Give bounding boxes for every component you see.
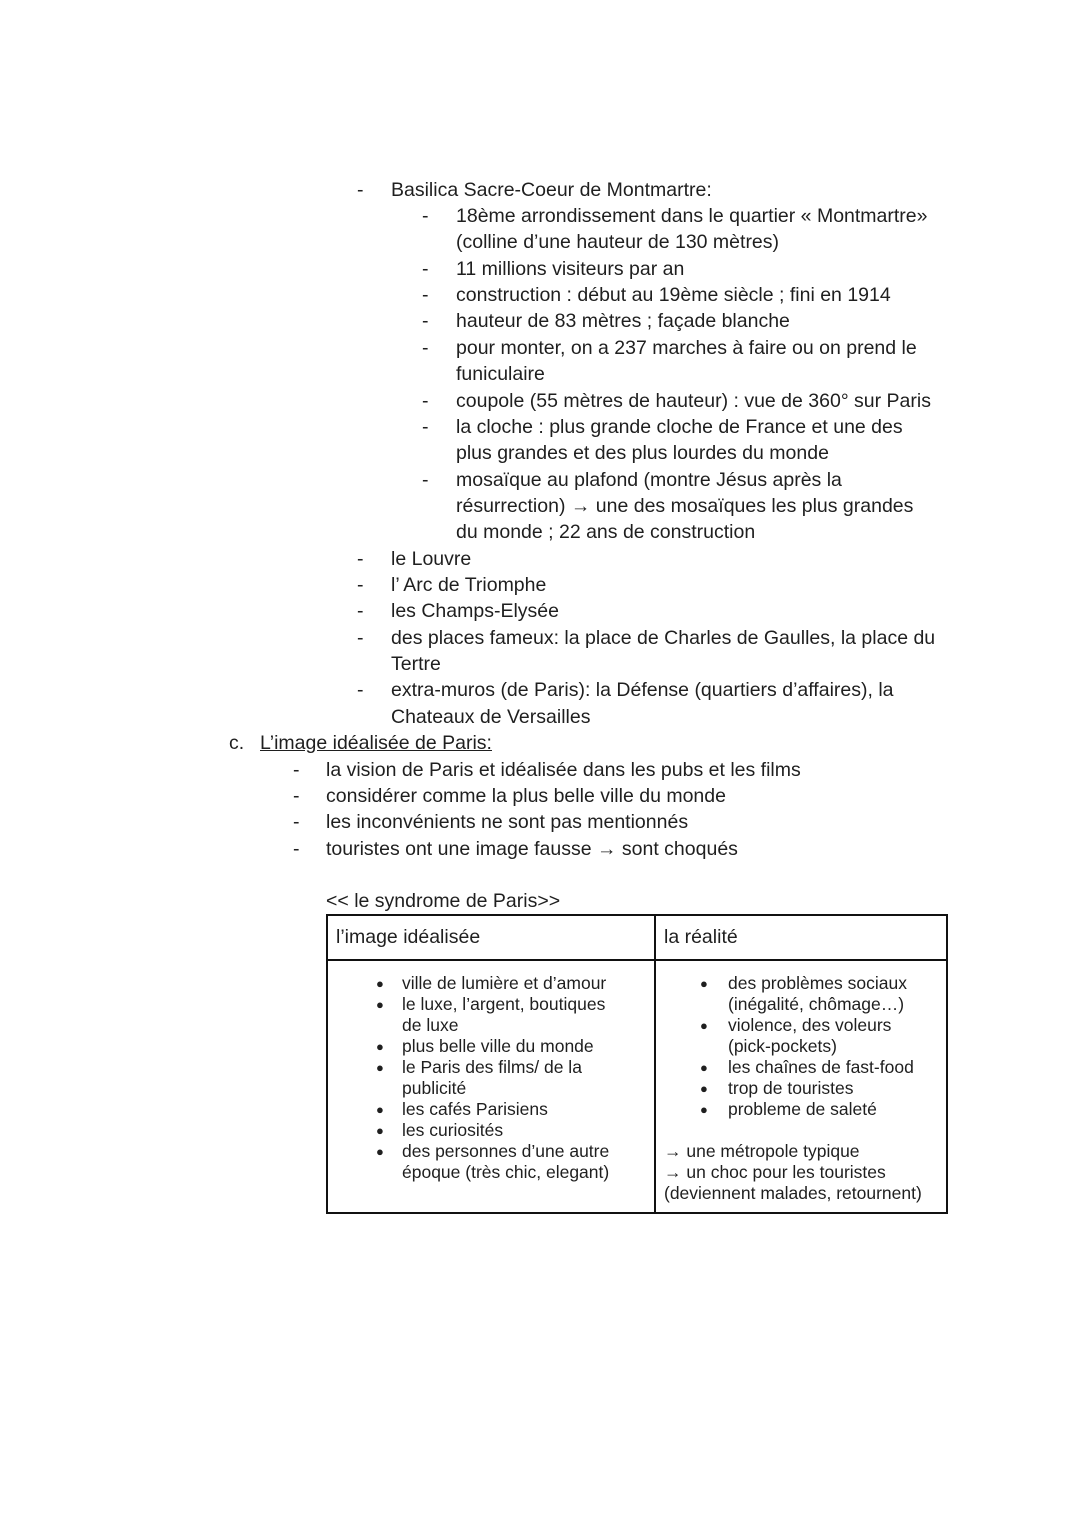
dash-marker: - [422,310,429,332]
bullet-icon: ● [376,1039,384,1054]
bullet-icon: ● [700,1081,708,1096]
basilica-point: (colline d’une hauteur de 130 mètres) [456,231,780,253]
section-point: considérer comme la plus belle ville du monde [326,785,726,807]
basilica-point: coupole (55 mètres de hauteur) : vue de 360° sur Paris [456,390,931,412]
dash-marker: - [293,759,300,781]
dash-marker: - [422,337,429,359]
reality-notes [664,1141,938,1204]
dash-marker: - [422,284,429,306]
list-item: ● plus belle ville du monde [376,1036,594,1056]
section-title: L’image idéalisée de Paris: [260,732,492,754]
basilica-title: Basilica Sacre-Coeur de Montmartre: [391,179,712,201]
column-header-idealized: l’image idéalisée [327,915,655,960]
basilica-point: construction : début au 19ème siècle ; fini en 1914 [456,284,891,306]
reality-cell [655,960,947,1213]
column-header-reality: la réalité [655,915,947,960]
basilica-point: hauteur de 83 mètres ; façade blanche [456,310,790,332]
bullet-icon: ● [700,1018,708,1033]
list-item: ● le Paris des films/ de la publicité [376,1057,582,1098]
dash-marker: - [422,469,429,491]
dash-marker: - [422,390,429,412]
dash-marker: - [293,785,300,807]
basilica-point: mosaïque au plafond (montre Jésus après la [456,469,842,491]
basilica-point: plus grandes et des plus lourdes du monde [456,442,829,464]
idealized-cell [327,960,655,1213]
note-line: → une métropole typique [664,1141,860,1161]
bullet-icon: ● [700,1060,708,1075]
section-letter: c. [229,732,245,754]
bullet-icon: ● [700,976,708,991]
note-line: (deviennent malades, retournent) [664,1183,922,1203]
dash-marker: - [422,205,429,227]
monument-item: l’ Arc de Triomphe [391,574,547,596]
basilica-point: la cloche : plus grande cloche de France et une des [456,416,903,438]
monument-item: le Louvre [391,548,472,570]
monument-item: des places fameux: la place de Charles de Gaulles, la place du [391,627,936,649]
list-item: ● ville de lumière et d’amour [376,973,607,993]
list-item: ● le luxe, l’argent, boutiques de luxe [376,994,606,1035]
list-item: ● des personnes d’une autre époque (très chic, elegant) [376,1141,610,1182]
dash-marker: - [293,838,300,860]
basilica-point: 18ème arrondissement dans le quartier « Montmartre» [456,205,928,227]
basilica-point: funiculaire [456,363,545,385]
monument-item: Tertre [391,653,441,675]
dash-marker: - [357,600,364,622]
list-item: ● les cafés Parisiens [376,1099,548,1119]
bullet-icon: ● [376,976,384,991]
dash-marker: - [357,574,364,596]
monument-item: les Champs-Elysée [391,600,559,622]
list-item: ● violence, des voleurs (pick-pockets) [700,1015,892,1056]
bullet-icon: ● [376,1060,384,1075]
dash-marker: - [357,179,364,201]
bullet-icon: ● [700,1102,708,1117]
section-point: les inconvénients ne sont pas mentionnés [326,811,689,833]
section-point: touristes ont une image fausse → sont choqués [326,838,738,860]
dash-marker: - [293,811,300,833]
dash-marker: - [422,416,429,438]
section-point: la vision de Paris et idéalisée dans les pubs et les films [326,759,801,781]
monument-item: extra-muros (de Paris): la Défense (quartiers d’affaires), la [391,679,894,701]
dash-marker: - [357,627,364,649]
basilica-point: pour monter, on a 237 marches à faire ou on prend le [456,337,917,359]
table-caption: << le syndrome de Paris>> [326,890,561,912]
bullet-icon: ● [376,997,384,1012]
bullet-icon: ● [376,1123,384,1138]
list-item: ● probleme de saleté [700,1099,877,1119]
dash-marker: - [422,258,429,280]
basilica-point: 11 millions visiteurs par an [456,258,685,280]
monument-item: Chateaux de Versailles [391,706,591,728]
bullet-icon: ● [376,1144,384,1159]
list-item: ● les curiosités [376,1120,504,1140]
bullet-icon: ● [376,1102,384,1117]
basilica-point: du monde ; 22 ans de construction [456,521,756,543]
dash-marker: - [357,679,364,701]
dash-marker: - [357,548,364,570]
list-item: ● trop de touristes [700,1078,854,1098]
note-line: → un choc pour les touristes [664,1162,886,1182]
list-item: ● les chaînes de fast-food [700,1057,914,1077]
syndrome-table [326,914,948,1214]
basilica-point: résurrection) → une des mosaïques les plus grandes [456,495,914,517]
list-item: ● des problèmes sociaux (inégalité, chômage…) [700,973,907,1014]
